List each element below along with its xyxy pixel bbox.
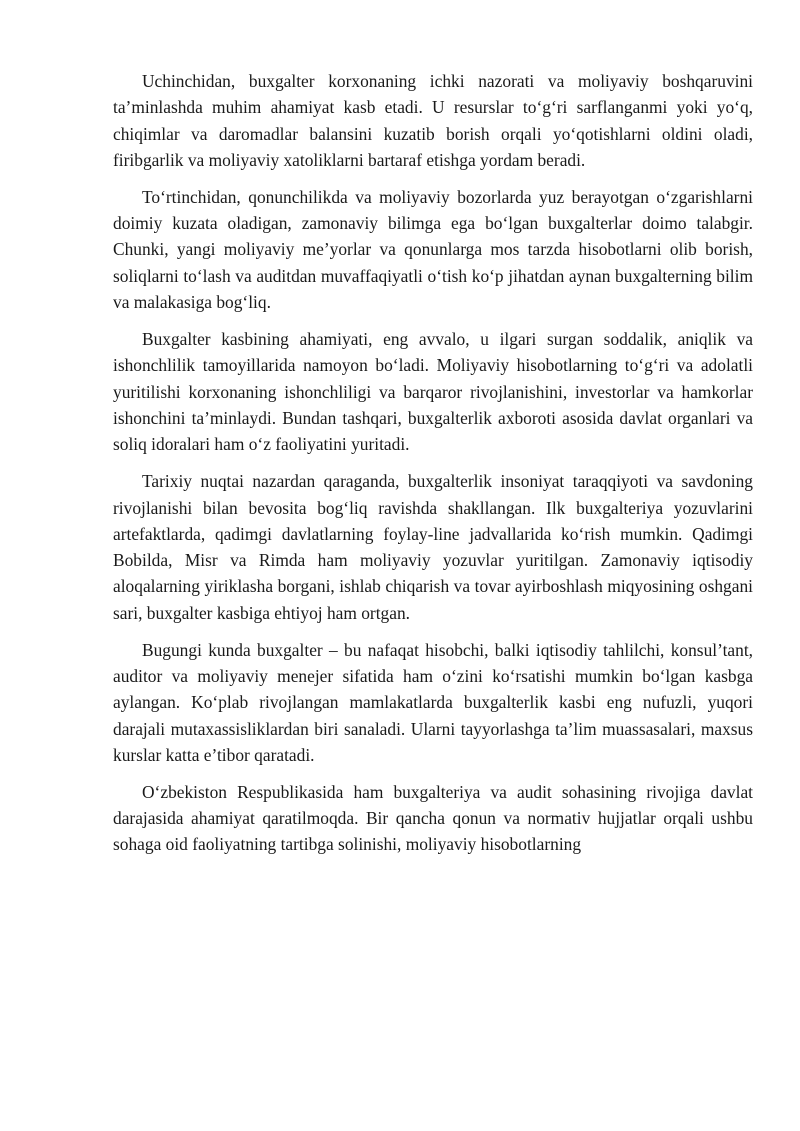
paragraph-historical-view: Tarixiy nuqtai nazardan qaraganda, buxgalterlik insoniyat taraqqiyoti va savdoning rivojlanishi bilan bevosita bog‘liq ravishda shakllangan. Ilk buxgalteriya yozuvlarini artefaktlarda, qadimgi davlatlarning foylay-line jadvallarida ko‘rish mumkin. Qadimgi Bobilda, Misr va Rimda ham moliyaviy yozuvlar yuritilgan. Zamonaviy iqtisodiy aloqalarning yiriklasha borgani, ishlab chiqarish va tovar ayirboshlash miqyosining oshgani sari, buxgalter kasbiga ehtiyoj ham ortgan. (113, 471, 753, 623)
paragraph-uzbekistan: O‘zbekiston Respublikasida ham buxgalteriya va audit sohasining rivojiga davlat darajasida ahamiyat qaratilmoqda. Bir qancha qonun va normativ hujjatlar orqali ushbu sohaga oid faoliyatning tartibga solinishi, moliyaviy hisobotlarning (113, 781, 753, 855)
document-body (113, 68, 753, 868)
paragraph-legislation-changes: To‘rtinchidan, qonunchilikda va moliyaviy bozorlarda yuz berayotgan o‘zgarishlarni doimiy kuzata oladigan, zamonaviy bilimga ega bo‘lgan buxgalterlar doimo talabgir. Chunki, yangi moliyaviy me’yorlar va qonunlarga mos tarzda hisobotlarni olib borish, soliqlarni to‘lash va auditdan muvaffaqiyatli o‘tish ko‘p jihatdan aynan buxgalterning bilim va malakasiga bog‘liq. (113, 186, 753, 313)
paragraph-modern-accountant: Bugungi kunda buxgalter – bu nafaqat hisobchi, balki iqtisodiy tahlilchi, konsul’tant, auditor va moliyaviy menejer sifatida ham o‘zini ko‘rsatishi mumkin bo‘lgan kasbga aylangan. Ko‘plab rivojlangan mamlakatlarda buxgalterlik kasbi eng nufuzli, yuqori darajali mutaxassisliklardan biri sanaladi. Ularni tayyorlashga ta’lim muassasalari, maxsus kurslar katta e’tibor qaratadi. (113, 639, 753, 765)
paragraph-profession-importance: Buxgalter kasbining ahamiyati, eng avvalo, u ilgari surgan soddalik, aniqlik va ishonchlilik tamoyillarida namoyon bo‘ladi. Moliyaviy hisobotlarning to‘g‘ri va adolatli yuritilishi korxonaning ishonchliligi va barqaror rivojlanishini, investorlar va hamkorlar ishonchini ta’minlaydi. Bundan tashqari, buxgalterlik axboroti asosida davlat organlari va soliq idoralari ham o‘z faoliyatini yuritadi. (113, 329, 753, 455)
paragraph-internal-control: Uchinchidan, buxgalter korxonaning ichki nazorati va moliyaviy boshqaruvini ta’minlashda muhim ahamiyat kasb etadi. U resurslar to‘g‘ri sarflanganmi yoki yo‘q, chiqimlar va daromadlar balansini kuzatib borish orqali yo‘qotishlarni oldini oladi, firibgarlik va moliyaviy xatoliklarni bartaraf etishga yordam beradi. (113, 71, 753, 170)
